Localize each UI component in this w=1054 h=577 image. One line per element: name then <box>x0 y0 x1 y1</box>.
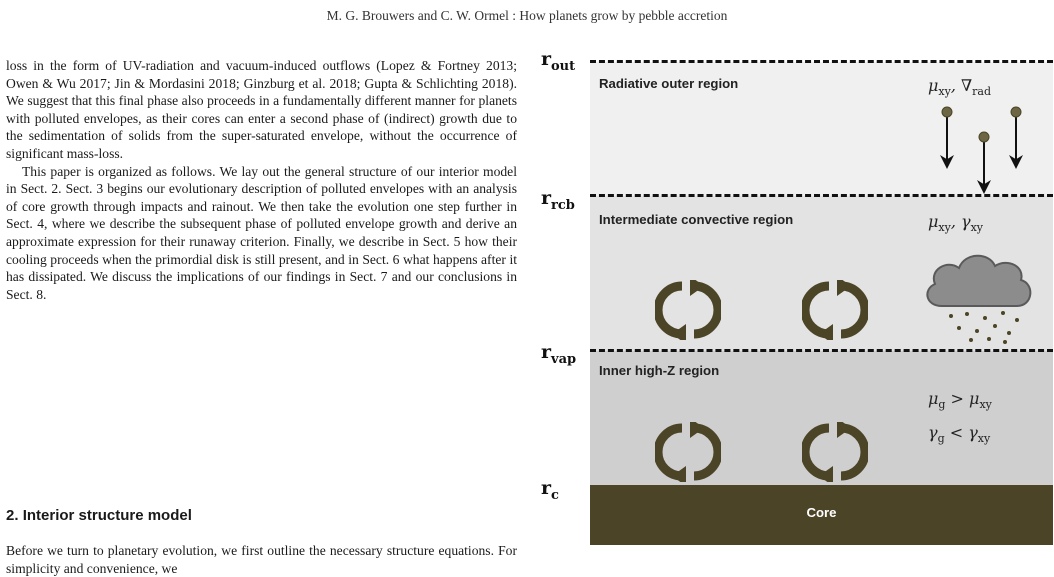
convection-cycle-icon <box>802 280 868 340</box>
convective-region-formula: $\mu_{xy}$, $\gamma_{xy}$ <box>928 212 983 235</box>
core-label: Core <box>806 505 837 520</box>
paragraph-intro: loss in the form of UV-radiation and vacuum-induced outflows (Lopez & Fortney 2013; Owen & Wu 2017; Jin & Mordasini 2018; Ginzburg et al. 2018; Gupta & Schlichting 2018). We suggest that this final phase also proceeds in a fundamentally different manner for planets with polluted envelopes, as their cores can enter a second phase of (indirect) growth due to the sedimentation of solids from the super-saturated envelope, without the occurrence of significant mass-loss. <box>6 58 517 161</box>
pebble-arrow-icon <box>1011 107 1021 162</box>
section-heading <box>6 507 192 524</box>
region-label-inner: Inner high-Z region <box>599 363 720 378</box>
section-title: Interior structure model <box>22 507 192 524</box>
convection-cycle-icon <box>655 280 721 340</box>
paragraph-structure-start: Before we turn to planetary evolution, we first outline the necessary structure equations. For simplicity and convenience, we <box>6 543 517 576</box>
paragraph-organization: This paper is organized as follows. We lay out the general structure of our interior model in Sect. 2. Sect. 3 begins our evolutionary description of polluted envelopes with an analysis of core growth through impacts and rainout. We then take the evolution one step further in Sect. 4, where we describe the subsequent phase of polluted envelope growth and derive an approximate expression for their runaway criterion. Finally, we describe in Sect. 5 how their cooling proceeds when the primordial disk is still present, and in Sect. 6 what happens after it has dissipated. We discuss the implications of our findings in Sect. 7 and our conclusions in Sect. 8. <box>6 163 517 302</box>
radius-label-rcb: $r_{rcb}$ <box>541 187 575 213</box>
pebble-arrow-icon <box>979 132 989 187</box>
convection-cycle-icon <box>655 422 721 482</box>
inner-region-formula-gamma: $\gamma_g < \gamma_{xy}$ <box>928 423 991 446</box>
pebble-arrow-icon <box>942 107 952 162</box>
envelope-structure-figure <box>527 44 1054 564</box>
section-number: 2. <box>6 507 19 524</box>
radius-label-vap: $r_{vap}$ <box>541 341 577 367</box>
radius-label-c: $r_c$ <box>541 477 559 503</box>
region-label-radiative: Radiative outer region <box>599 76 739 91</box>
region-label-convective: Intermediate convective region <box>599 212 794 227</box>
inner-region-formula-mu: $\mu_g > \mu_{xy}$ <box>928 389 992 412</box>
radiative-region-formula: $\mu_{xy}$, $\nabla_{rad}$ <box>928 76 992 99</box>
convection-cycle-icon <box>802 422 868 482</box>
radius-label-out: $r_{out}$ <box>541 48 576 74</box>
rain-drops-icon <box>949 311 1019 344</box>
cloud-icon <box>927 256 1030 306</box>
pebble-arrows <box>527 44 1054 564</box>
running-head: M. G. Brouwers and C. W. Ormel : How planets grow by pebble accretion <box>326 8 728 23</box>
body-text <box>6 57 517 303</box>
